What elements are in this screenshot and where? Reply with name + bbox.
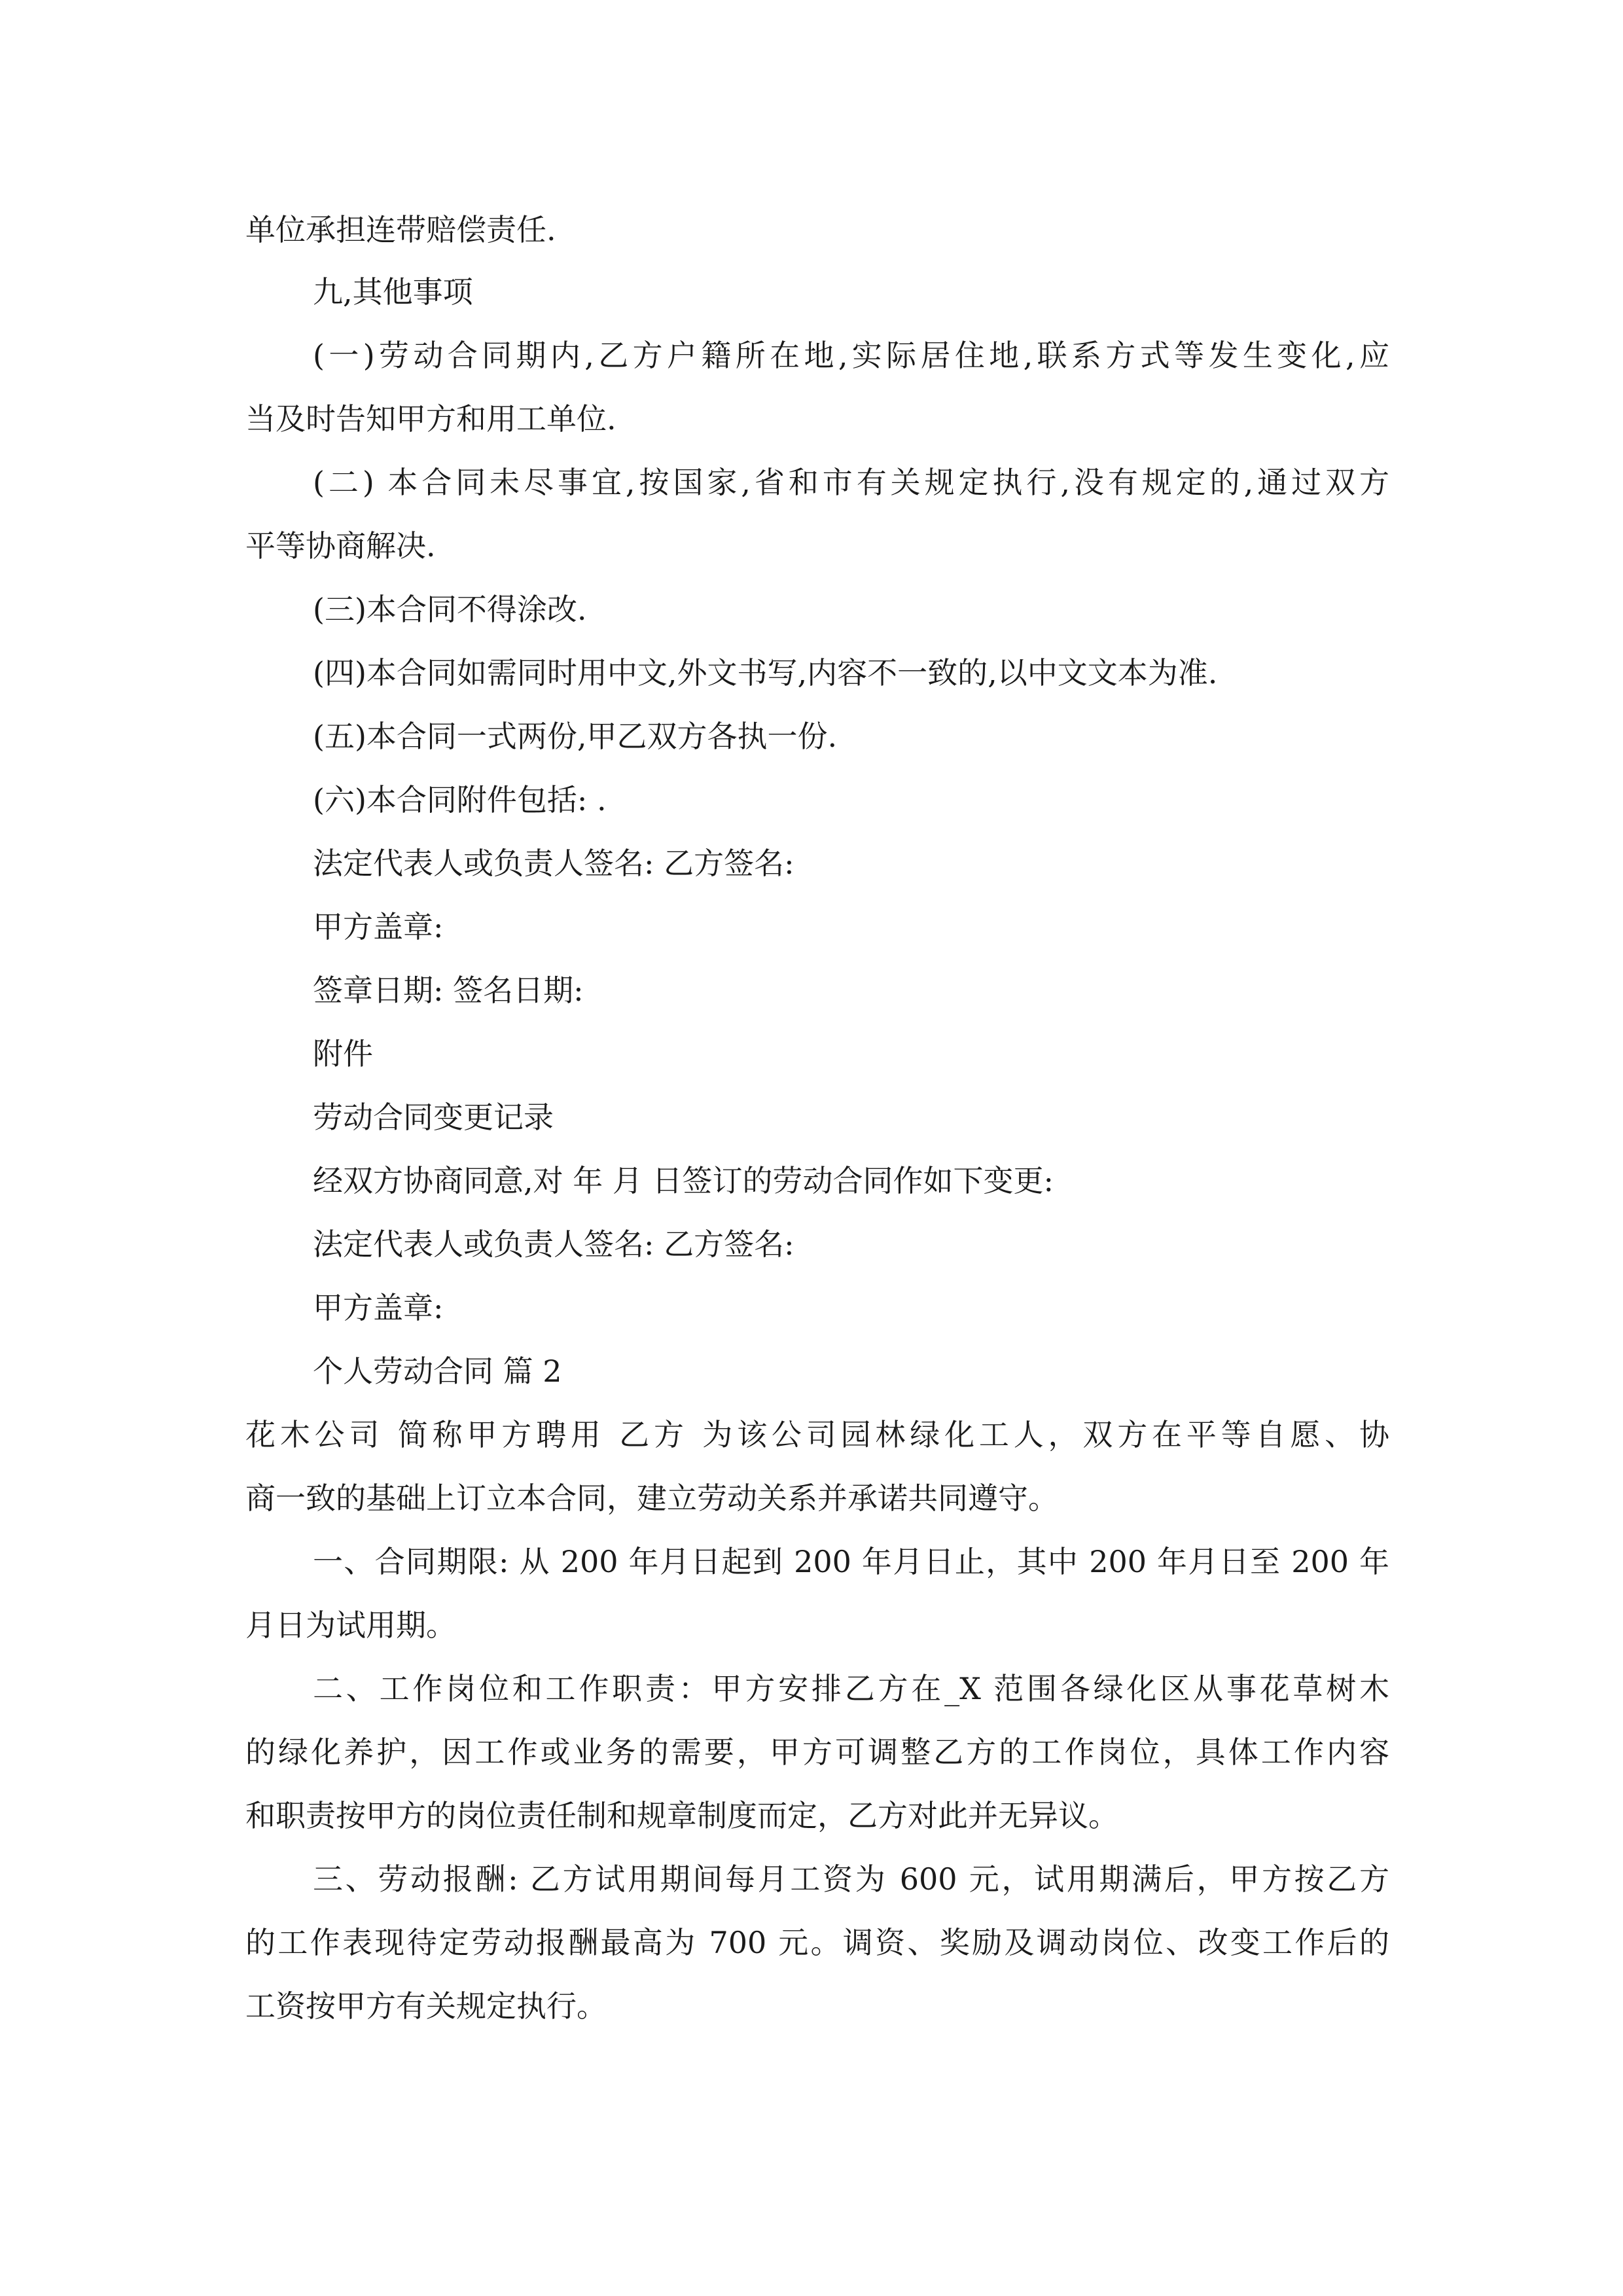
text-line: (五)本合同一式两份,甲乙双方各执一份. (313, 719, 838, 754)
text-line: (三)本合同不得涂改. (313, 592, 587, 627)
text-line: (二) 本合同未尽事宜,按国家,省和市有关规定执行,没有规定的,通过双方 (313, 465, 1389, 500)
text-line: 单位承担连带赔偿责任. (245, 212, 556, 247)
text-line: 和职责按甲方的岗位责任制和规章制度而定，乙方对此并无异议。 (245, 1798, 1118, 1833)
text-line: (四)本合同如需同时用中文,外文书写,内容不一致的,以中文文本为准. (313, 655, 1218, 691)
text-line: 商一致的基础上订立本合同，建立劳动关系并承诺共同遵守。 (245, 1480, 1058, 1516)
text-line: 二、工作岗位和工作职责：甲方安排乙方在_X 范围各绿化区从事花草树木 (313, 1671, 1389, 1706)
text-line: 平等协商解决. (245, 528, 436, 564)
text-line: 的绿化养护，因工作或业务的需要，甲方可调整乙方的工作岗位，具体工作内容 (245, 1734, 1389, 1770)
signature-line: 法定代表人或负责人签名: 乙方签名: (313, 1227, 794, 1262)
text-line: 当及时告知甲方和用工单位. (245, 401, 616, 437)
text-line: 月日为试用期。 (245, 1607, 456, 1643)
seal-line: 甲方盖章: (313, 1290, 444, 1325)
seal-line: 甲方盖章: (313, 909, 444, 944)
text-line: 三、劳动报酬: 乙方试用期间每月工资为 600 元，试用期满后，甲方按乙方 (313, 1861, 1389, 1897)
text-line: 花木公司 简称甲方聘用 乙方 为该公司园林绿化工人，双方在平等自愿、协 (245, 1417, 1389, 1452)
text-line: 的工作表现待定劳动报酬最高为 700 元。调资、奖励及调动岗位、改变工作后的 (245, 1925, 1389, 1960)
text-line: (一)劳动合同期内,乙方户籍所在地,实际居住地,联系方式等发生变化,应 (313, 338, 1389, 373)
text-line: 一、合同期限: 从 200 年月日起到 200 年月日止，其中 200 年月日至 200 年 (313, 1544, 1389, 1579)
section-heading: 九,其他事项 (313, 274, 473, 310)
text-line: 工资按甲方有关规定执行。 (245, 1988, 607, 2024)
section-heading: 个人劳动合同 篇 2 (313, 1354, 562, 1389)
text-line: 经双方协商同意,对 年 月 日签订的劳动合同作如下变更: (313, 1163, 1054, 1198)
date-line: 签章日期: 签名日期: (313, 973, 584, 1008)
signature-line: 法定代表人或负责人签名: 乙方签名: (313, 846, 794, 881)
section-heading: 劳动合同变更记录 (313, 1100, 554, 1135)
section-heading: 附件 (313, 1036, 373, 1071)
text-line: (六)本合同附件包括: . (313, 782, 607, 817)
